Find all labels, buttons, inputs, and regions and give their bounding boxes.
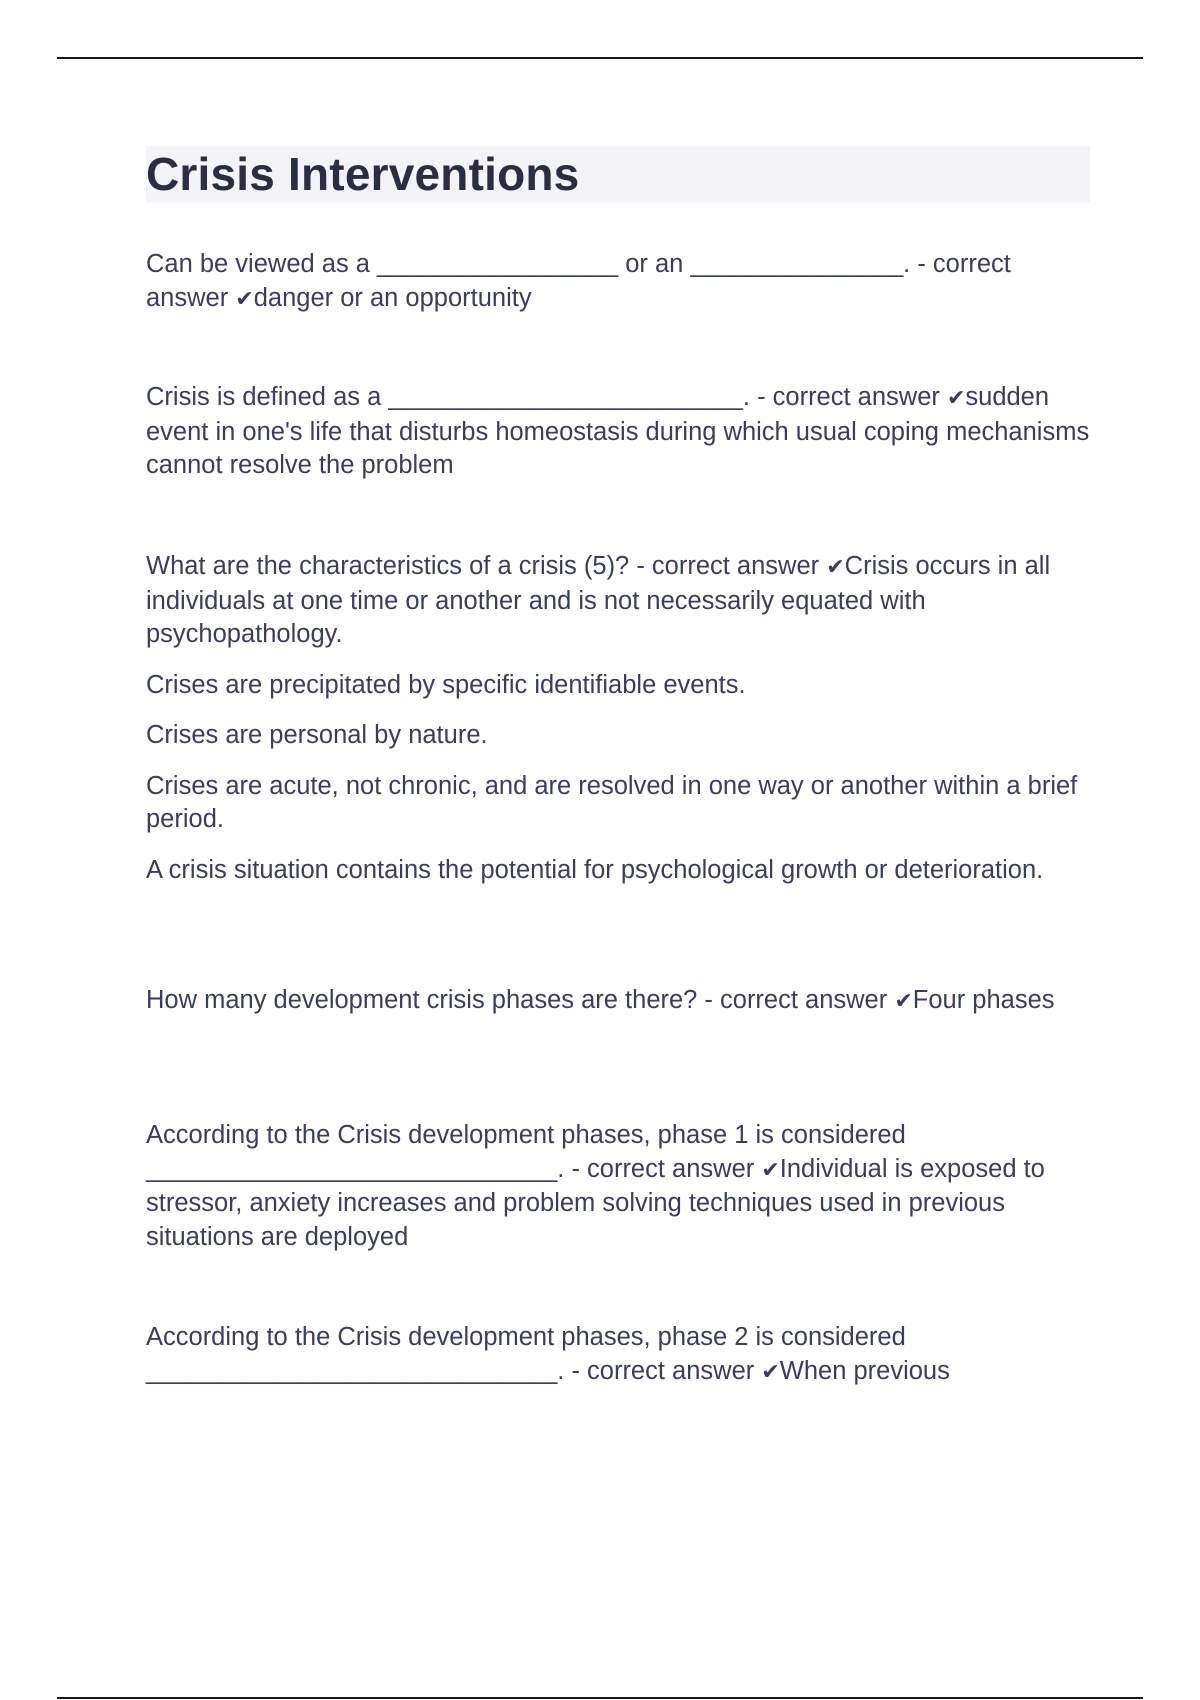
qa-text [146,1119,1090,1254]
title-banner [146,146,1090,203]
qa-item [146,381,1090,483]
check-icon: ✔ [761,1359,780,1385]
qa-text [146,984,1090,1019]
answer-line: Crises are precipitated by specific identifiable events. [146,670,746,699]
qa-item [146,1119,1090,1254]
check-icon: ✔ [235,286,254,312]
qa-item [146,984,1090,1019]
answer-text: sudden event in one's life that disturbs homeostasis during which usual coping mechanisms cannot resolve the problem [146,383,1090,479]
question-text: How many development crisis phases are there? - correct answer [146,986,895,1014]
answer-text: Individual is exposed to stressor, anxiety increases and problem solving techniques used in previous situations are deployed [146,1154,1045,1251]
question-text: What are the characteristics of a crisis (5)? - correct answer [146,552,827,580]
qa-text [146,550,1090,652]
qa-item [146,550,1090,887]
question-text: Crisis is defined as a _________________________. - correct answer [146,383,947,411]
bottom-rule [57,1697,1143,1699]
answer-line: Crises are acute, not chronic, and are resolved in one way or another within a brief period. [146,771,1078,833]
answer-line: A crisis situation contains the potential for psychological growth or deterioration. [146,855,1044,884]
document-title: Crisis Interventions [146,148,580,200]
check-icon: ✔ [946,386,966,411]
top-rule [57,57,1143,59]
qa-item [146,248,1090,316]
answer-line: Crises are personal by nature. [146,721,488,749]
document-body [146,146,1090,1385]
answer-text: Four phases [912,986,1055,1014]
check-icon: ✔ [826,555,845,580]
answer-text: danger or an opportunity [253,283,532,312]
check-icon: ✔ [894,989,913,1014]
answer-text: Crisis occurs in all individuals at one time or another and is not necessarily equated with psychopathology. [146,552,1051,648]
question-text: Can be viewed as a _________________ or an _______________. - correct answer [146,250,1011,312]
qa-item [146,1321,1090,1389]
qa-text [146,248,1090,316]
qa-text [146,1321,1090,1389]
qa-text [146,381,1090,483]
question-text: According to the Crisis development phases, phase 2 is considered _____________________________. - correct answer [146,1323,906,1385]
check-icon: ✔ [761,1157,780,1183]
question-text: According to the Crisis development phases, phase 1 is considered _____________________________. - correct answer [146,1121,906,1183]
answer-text: When previous [779,1356,950,1385]
